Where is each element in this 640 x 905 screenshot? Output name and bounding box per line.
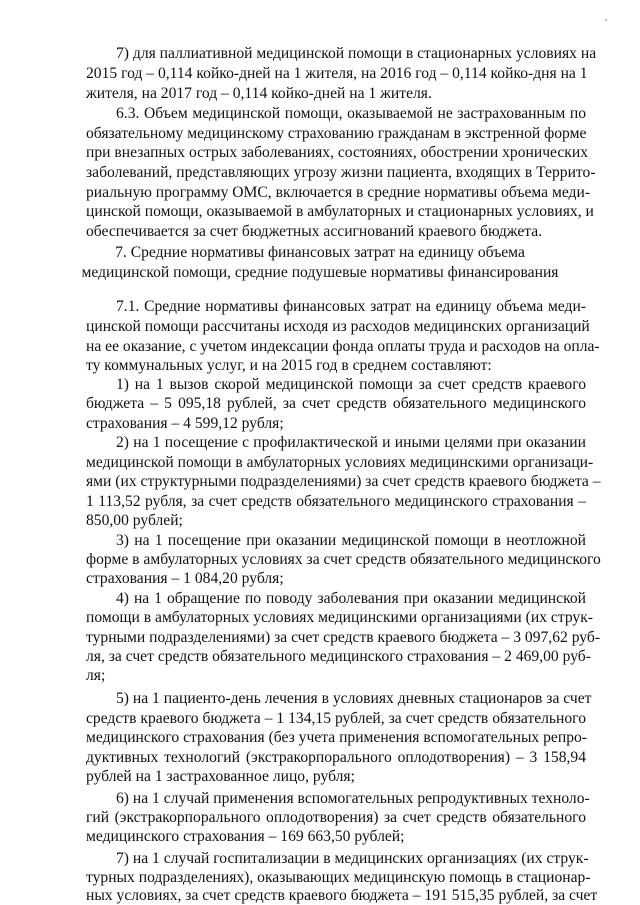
heading-line: 7. Средние нормативы финансовых затрат на единицу объема <box>115 244 525 261</box>
text-line: 7) на 1 случай госпитализации в медицинских организациях (их струк- <box>116 850 589 867</box>
text-line: риальную программу ОМС, включается в средние нормативы объема меди- <box>86 184 591 201</box>
text-line: бюджета – 5 095,18 рублей, за счет средств обязательного медицинского <box>86 395 586 412</box>
text-line: 6) на 1 случай применения вспомогательных репродуктивных техноло- <box>116 790 590 807</box>
text-line: цинской помощи рассчитаны исходя из расходов медицинских организаций <box>86 318 590 335</box>
text-line: 850,00 рублей; <box>86 512 183 529</box>
text-line: медицинского страхования – 169 663,50 рублей; <box>86 828 405 845</box>
text-line: форме в амбулаторных условиях за счет средств обязательного медицинского <box>86 551 601 568</box>
text-line: жителя, на 2017 год – 0,114 койко-дней на 1 жителя. <box>86 85 432 102</box>
text-line: медицинского страхования (без учета применения вспомогательных репро- <box>86 729 587 746</box>
text-line: ля, за счет средств обязательного медицинского страхования – 2 469,00 руб- <box>86 648 591 665</box>
text-line: ля; <box>86 667 106 684</box>
text-line: на ее оказание, с учетом индексации фонда оплаты труда и расходов на опла- <box>86 338 600 355</box>
text-line: медицинской помощи в амбулаторных условиях медицинскими организаци- <box>86 454 594 471</box>
text-line: ту коммунальных услуг, и на 2015 год в среднем составляют: <box>86 357 492 374</box>
text-line: рублей на 1 застрахованное лицо, рубля; <box>86 768 355 785</box>
text-line: 5) на 1 пациенто-день лечения в условиях дневных стационаров за счет <box>116 690 592 707</box>
text-line: страхования – 4 599,12 рубля; <box>86 415 284 432</box>
text-line: турных подразделениях), оказывающих медицинскую помощь в стационар- <box>86 869 591 886</box>
text-line: 6.3. Объем медицинской помощи, оказываемой не застрахованным по <box>116 105 586 122</box>
text-line: 1 113,52 рубля, за счет средств обязательного медицинского страхования – <box>86 493 586 510</box>
text-line: обеспечивается за счет бюджетных ассигнований краевого бюджета. <box>86 223 543 240</box>
text-line: помощи в амбулаторных условиях медицинскими организациями (их струк- <box>86 609 593 626</box>
text-line: 7.1. Средние нормативы финансовых затрат на единицу объема меди- <box>116 298 586 315</box>
text-line: 3) на 1 посещение при оказании медицинской помощи в неотложной <box>116 532 586 549</box>
text-line: 2) на 1 посещение с профилактической и иными целями при оказании <box>116 434 586 451</box>
text-line: страхования – 1 084,20 рубля; <box>86 570 284 587</box>
text-line: 4) на 1 обращение по поводу заболевания при оказании медицинской <box>116 590 586 607</box>
text-line: гий (экстракорпорального оплодотворения) за счет средств обязательного <box>86 809 586 826</box>
text-line: при внезапных острых заболеваниях, состояниях, обострении хронических <box>86 144 589 161</box>
text-line: средств краевого бюджета – 1 134,15 рублей, за счет средств обязательного <box>86 710 586 727</box>
text-line: 7) для паллиативной медицинской помощи в стационарных условиях на <box>116 45 597 62</box>
text-line: обязательному медицинскому страхованию гражданам в экстренной форме <box>86 125 587 142</box>
page-mark: ° <box>604 18 608 27</box>
text-line: дуктивных технологий (экстракорпорального оплодотворения) – 3 158,94 <box>86 749 586 766</box>
text-line: цинской помощи, оказываемой в амбулаторных и стационарных условиях, и <box>86 203 594 220</box>
text-line: 2015 год – 0,114 койко-дней на 1 жителя, на 2016 год – 0,114 койко-дня на 1 <box>86 65 588 82</box>
text-line: турными подразделениями) за счет средств краевого бюджета – 3 097,62 руб- <box>86 629 601 646</box>
text-line: ных условиях, за счет средств краевого бюджета – 191 515,35 рублей, за счет <box>86 887 598 904</box>
text-line: ями (их структурными подразделениями) за счет средств краевого бюджета – <box>86 473 601 490</box>
text-line: 1) на 1 вызов скорой медицинской помощи за счет средств краевого <box>116 376 586 393</box>
text-line: заболеваний, представляющих угрозу жизни пациента, входящих в Террито- <box>86 164 596 181</box>
heading-line: медицинской помощи, средние подушевые нормативы финансирования <box>81 264 559 281</box>
